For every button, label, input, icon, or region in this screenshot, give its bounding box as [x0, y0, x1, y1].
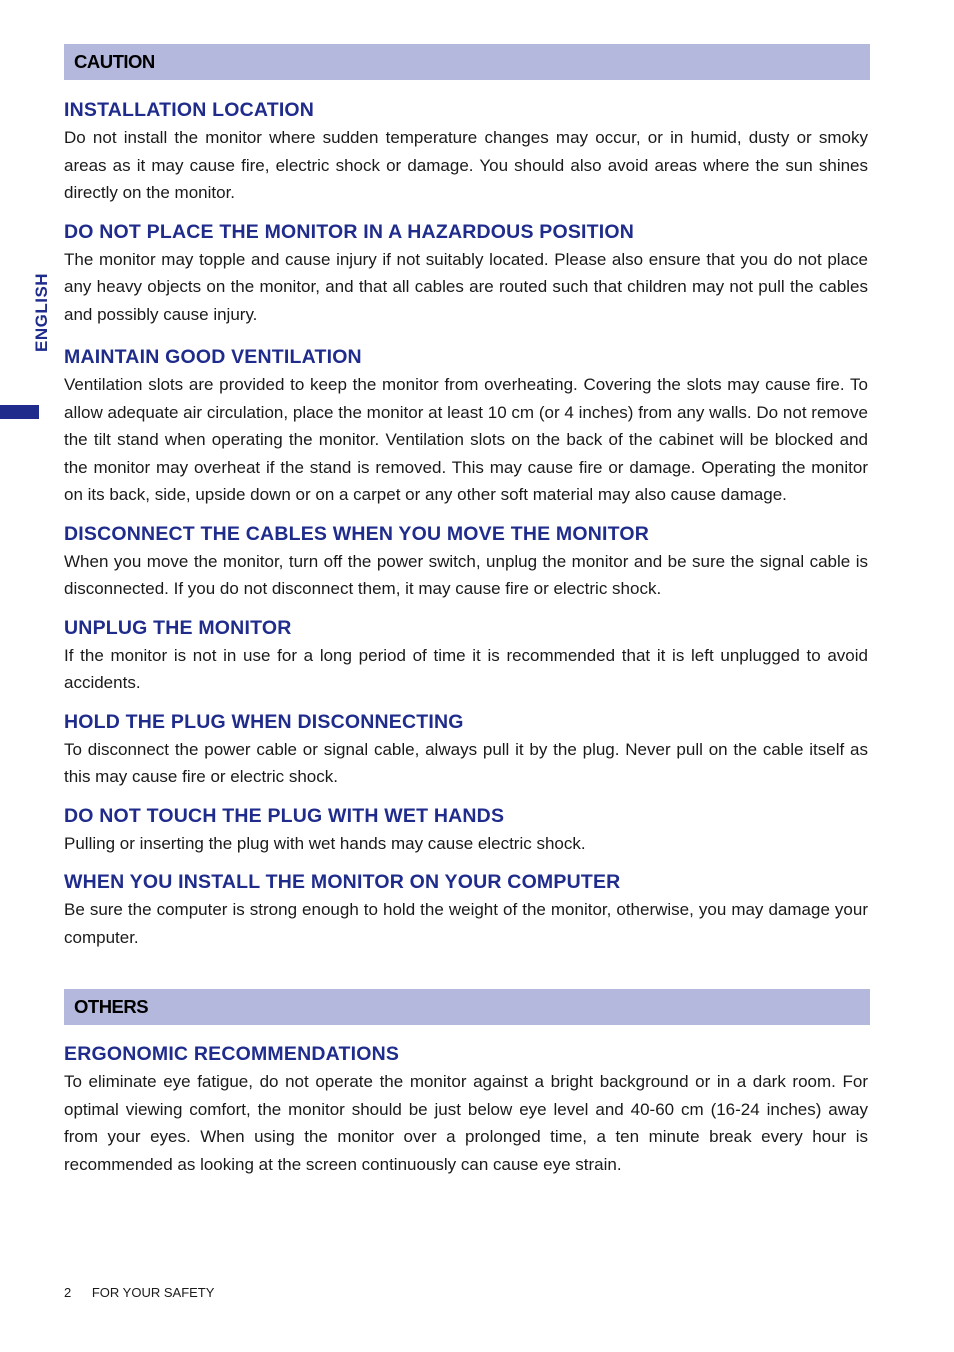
section-heading: ERGONOMIC RECOMMENDATIONS — [64, 1043, 400, 1065]
section-heading: DISCONNECT THE CABLES WHEN YOU MOVE THE MONITOR — [64, 522, 650, 545]
language-label: ENGLISH — [32, 272, 51, 352]
section-text: Ventilation slots are provided to keep the monitor from overheating. Covering the slots may cause fire. To allow adequate air circulation, place the monitor at least 10 cm (or 4 inches) from any walls. Do not remove the tilt stand when operating the monitor. Ventilation slots on the back of the cabinet will be blocked and the monitor may overheat if the stand is removed. This may cause fire or damage. Operating the monitor on its back, side, upside down or on a carpet or any other soft material may also cause damage. — [64, 375, 868, 504]
section-text: If the monitor is not in use for a long period of time it is recommended that it is left unplugged to avoid accidents. — [64, 645, 868, 692]
caution-banner: CAUTION — [64, 44, 870, 80]
section-text: Pulling or inserting the plug with wet hands may cause electric shock. — [64, 833, 586, 853]
section-disconnect-cables — [64, 522, 870, 603]
section-heading: WHEN YOU INSTALL THE MONITOR ON YOUR COMPUTER — [64, 871, 621, 893]
section-heading: DO NOT TOUCH THE PLUG WITH WET HANDS — [64, 804, 505, 827]
section-text: Be sure the computer is strong enough to hold the weight of the monitor, otherwise, you may damage your computer. — [64, 900, 868, 947]
section-text: The monitor may topple and cause injury if not suitably located. Please also ensure that you do not place any heavy objects on the monitor, and that all cables are routed such that children may not pull the cables and possibly cause injury. — [64, 249, 868, 324]
section-text: To disconnect the power cable or signal cable, always pull it by the plug. Never pull on the cable itself as this may cause fire or electric shock. — [64, 739, 868, 786]
section-heading: MAINTAIN GOOD VENTILATION — [64, 346, 362, 368]
others-banner: OTHERS — [64, 989, 870, 1025]
section-wet-hands — [64, 804, 870, 858]
section-heading: DO NOT PLACE THE MONITOR IN A HAZARDOUS POSITION — [64, 220, 635, 243]
page-content — [64, 44, 870, 1178]
section-heading: UNPLUG THE MONITOR — [64, 616, 292, 639]
section-installation-location — [64, 98, 870, 207]
section-unplug — [64, 616, 870, 697]
section-text: To eliminate eye fatigue, do not operate the monitor against a bright background or in a dark room. For optimal viewing comfort, the monitor should be just below eye level and 40-60 cm (16-24 inches) away from your eyes. When using the monitor over a prolonged time, a ten minute break every hour is recommended as looking at the screen continuously can cause eye strain. — [64, 1072, 868, 1174]
section-text: When you move the monitor, turn off the power switch, unplug the monitor and be sure the signal cable is disconnected. If you do not disconnect them, it may cause fire or electric shock. — [64, 551, 868, 598]
section-text: Do not install the monitor where sudden temperature changes may occur, or in humid, dusty or smoky areas as it may cause fire, electric shock or damage. You should also avoid areas where the sun shines directly on the monitor. — [64, 128, 868, 202]
page-number: 2 — [64, 1285, 72, 1300]
section-heading: HOLD THE PLUG WHEN DISCONNECTING — [64, 710, 464, 733]
section-heading: INSTALLATION LOCATION — [64, 99, 315, 121]
section-ventilation — [64, 345, 870, 509]
section-install-on-computer — [64, 870, 870, 951]
language-tab-marker — [0, 405, 39, 419]
section-ergonomic — [64, 1042, 870, 1178]
section-hazardous-position — [64, 220, 870, 329]
footer-title: FOR YOUR SAFETY — [91, 1285, 215, 1300]
section-hold-plug — [64, 710, 870, 791]
page-footer — [64, 1285, 214, 1300]
